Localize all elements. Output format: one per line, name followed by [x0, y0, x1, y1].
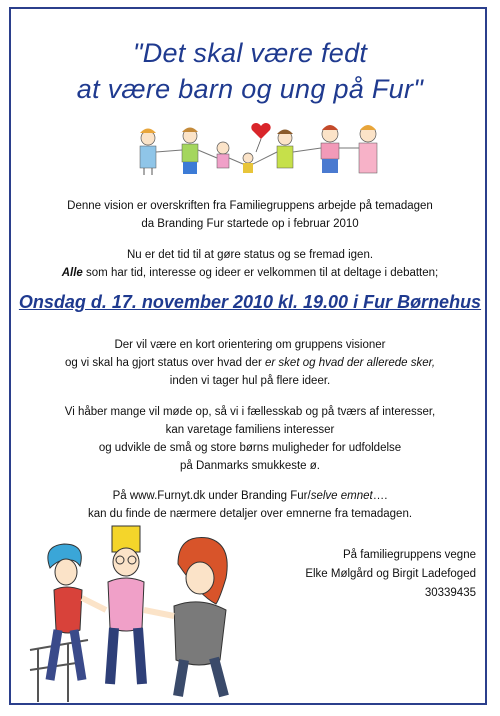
- title-line-1: "Det skal være fedt: [132, 38, 368, 68]
- signature-block: [305, 546, 476, 603]
- orientation-line-2-italic: er sket og hvad der allerede sker,: [265, 357, 436, 369]
- status-line-2: [0, 264, 500, 283]
- signature-phone: 30339435: [424, 587, 476, 599]
- website-line-2: kan du finde de nærmere detaljer over emnerne fra temadagen.: [87, 508, 413, 520]
- intro-line-2: da Branding Fur startede op i februar 2010: [141, 218, 359, 230]
- signature-line-1: På familiegruppens vegne: [343, 549, 476, 561]
- hope-line-3: og udvikle de små og store børns muligheder for udfoldelse: [98, 442, 402, 454]
- title-line-2: at være barn og ung på Fur": [76, 74, 424, 104]
- website-line-1-text: På www.Furnyt.dk under Branding Fur/: [112, 490, 311, 502]
- alle-emphasis: Alle: [61, 267, 83, 279]
- website-line-1-end: ….: [372, 490, 388, 502]
- orientation-line-1: Der vil være en kort orientering om gruppens visioner: [114, 339, 386, 351]
- event-headline: Onsdag d. 17. november 2010 kl. 19.00 i Fur Børnehus: [18, 292, 482, 312]
- family-illustration: [110, 118, 395, 176]
- kids-illustration: [28, 520, 248, 705]
- hope-line-2: kan varetage familiens interesser: [165, 424, 335, 436]
- hope-line-1: Vi håber mange vil møde op, så vi i fællesskab og på tværs af interesser,: [64, 406, 436, 418]
- orientation-line-2-text: og vi skal ha gjort status over hvad der: [64, 357, 266, 369]
- intro-line-1: Denne vision er overskriften fra Familiegruppens arbejde på temadagen: [67, 200, 433, 212]
- status-line-1: Nu er det tid til at gøre status og se fremad igen.: [126, 249, 374, 261]
- orientation-line-3: inden vi tager hul på flere ideer.: [169, 375, 331, 387]
- orientation-line-2: [0, 354, 500, 373]
- website-line-1: [0, 487, 500, 506]
- signature-names: Elke Mølgård og Birgit Ladefoged: [305, 568, 476, 580]
- hope-line-4: på Danmarks smukkeste ø.: [180, 460, 320, 472]
- website-line-1-italic: selve emnet: [310, 490, 373, 502]
- status-line-2-text: som har tid, interesse og ideer er velkommen til at deltage i debatten;: [82, 267, 439, 279]
